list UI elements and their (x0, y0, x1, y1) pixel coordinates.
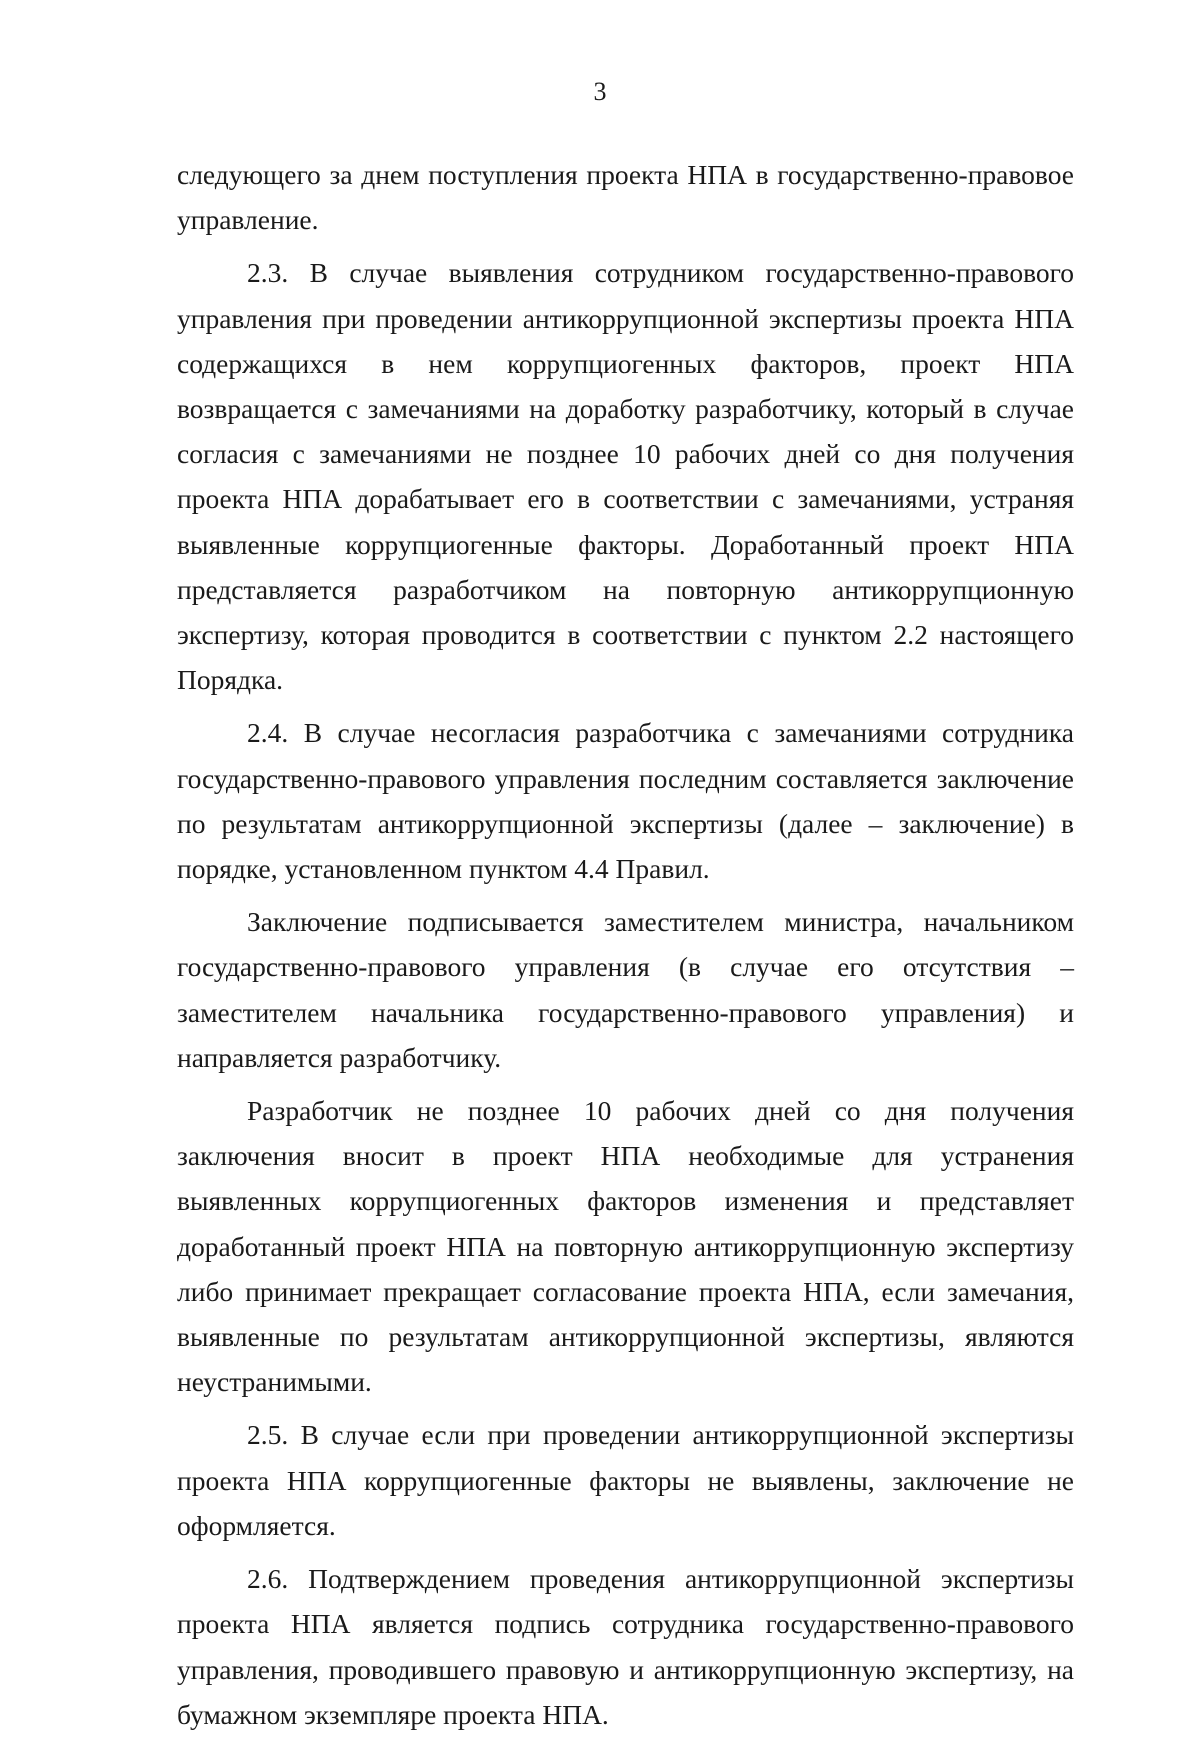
page-number: 3 (593, 77, 607, 106)
paragraph-2-6: 2.6. Подтверждением проведения антикоррупционной экспертизы проекта НПА является подпись сотрудника государственно-правового управления, проводившего правовую и антикоррупционную экспертизу, на бумажном экземпляре проекта НПА. (177, 1563, 1074, 1730)
paragraph-conclusion-signing: Заключение подписывается заместителем министра, начальником государственно-правового управления (в случае его отсутствия – заместителем начальника государственно-правового управления) и направляется разработчику. (177, 906, 1074, 1073)
paragraph-developer-actions: Разработчик не позднее 10 рабочих дней со дня получения заключения вносит в проект НПА необходимые для устранения выявленных коррупциогенных факторов изменения и представляет доработанный проект НПА на повторную антикоррупционную экспертизу либо принимает прекращает согласование проекта НПА, если замечания, выявленные по результатам антикоррупционной экспертизы, являются неустранимыми. (177, 1095, 1074, 1398)
paragraph-2-4: 2.4. В случае несогласия разработчика с замечаниями сотрудника государственно-правового управления последним составляется заключение по результатам антикоррупционной экспертизы (далее – заключение) в порядке, установленном пунктом 4.4 Правил. (177, 717, 1074, 885)
paragraph-2-3: 2.3. В случае выявления сотрудником государственно-правового управления при проведении антикоррупционной экспертизы проекта НПА содержащихся в нем коррупциогенных факторов, проект НПА возвращается с замечаниями на доработку разработчику, который в случае согласия с замечаниями не позднее 10 рабочих дней со дня получения проекта НПА дорабатывает его в соответствии с замечаниями, устраняя выявленные коррупциогенные факторы. Доработанный проект НПА представляется разработчиком на повторную антикоррупционную экспертизу, которая проводится в соответствии с пунктом 2.2 настоящего Порядка. (177, 257, 1074, 696)
document-body (177, 152, 1074, 1737)
paragraph-continuation: следующего за днем поступления проекта НПА в государственно-правовое управление. (177, 159, 1074, 236)
paragraph-2-5: 2.5. В случае если при проведении антикоррупционной экспертизы проекта НПА коррупциогенные факторы не выявлены, заключение не оформляется. (177, 1419, 1074, 1541)
